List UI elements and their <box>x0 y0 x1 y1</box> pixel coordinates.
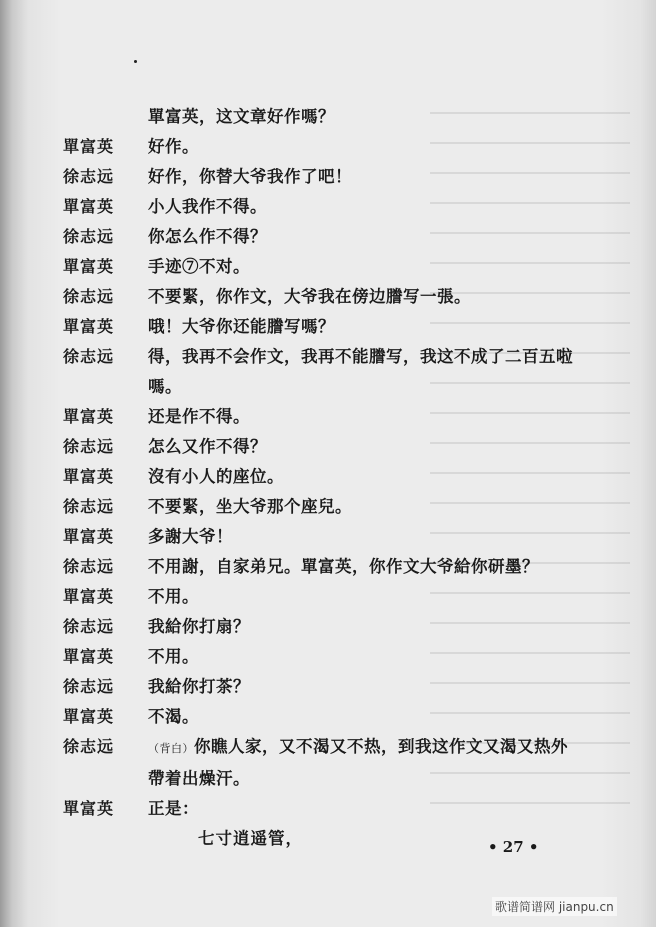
dialogue-line <box>0 132 656 162</box>
speaker-name: 徐志远 <box>63 347 115 366</box>
speaker-name: 單富英 <box>63 527 115 546</box>
speaker-name: 單富英 <box>63 467 115 486</box>
dialogue-line <box>0 702 656 732</box>
speaker-name: 單富英 <box>63 197 115 216</box>
speech-text: 多謝大爷！ <box>148 527 233 546</box>
speech-text: 还是作不得。 <box>148 407 250 426</box>
page-number: • 27 • <box>488 838 539 856</box>
speech-text: 沒有小人的座位。 <box>148 467 284 486</box>
speaker-name: 單富英 <box>63 587 115 606</box>
speech-text <box>148 732 578 794</box>
speaker-name: 徐志远 <box>63 437 115 456</box>
speech-text: 我給你打茶？ <box>148 677 250 696</box>
speaker-name: 單富英 <box>63 707 115 726</box>
speech-text: 不渴。 <box>148 707 199 726</box>
verse-line: 七寸逍遥管， <box>198 829 303 848</box>
speaker-name: 單富英 <box>63 317 115 336</box>
speaker-name: 徐志远 <box>63 227 115 246</box>
speech-text: 好作。 <box>148 137 199 156</box>
site-watermark: 歌谱简谱网 jianpu.cn <box>492 897 617 916</box>
dialogue-line <box>0 522 656 552</box>
dialogue-line <box>0 612 656 642</box>
speaker-name: 徐志远 <box>63 617 115 636</box>
speaker-name: 徐志远 <box>63 737 115 756</box>
speech-text: 你怎么作不得？ <box>148 227 267 246</box>
speaker-name: 單富英 <box>63 407 115 426</box>
dialogue-line <box>0 162 656 192</box>
dialogue-line <box>0 342 656 402</box>
speech-body: 你瞧人家，又不渴又不热，到我这作文又渴又热外帶着出燥汗。 <box>148 737 568 788</box>
dialogue-line <box>0 312 656 342</box>
speech-text: 單富英，这文章好作嗎？ <box>148 107 335 126</box>
stage-direction: （背白） <box>148 742 194 755</box>
speaker-name: 徐志远 <box>63 167 115 186</box>
speech-text: 不用。 <box>148 647 199 666</box>
dialogue-line <box>0 492 656 522</box>
speaker-name: 單富英 <box>63 257 115 276</box>
speech-text: 哦！大爷你还能謄写嗎？ <box>148 317 335 336</box>
speech-text: 不用謝，自家弟兄。單富英，你作文大爷給你研墨？ <box>148 557 539 576</box>
speaker-name: 單富英 <box>63 647 115 666</box>
speech-text: 不要緊，你作文，大爷我在傍边謄写一張。 <box>148 287 471 306</box>
speech-text: 小人我作不得。 <box>148 197 267 216</box>
dialogue-line <box>0 794 656 824</box>
speaker-name: 徐志远 <box>63 677 115 696</box>
speaker-name: 徐志远 <box>63 287 115 306</box>
dialogue-line <box>0 102 656 132</box>
speaker-name: 單富英 <box>63 137 115 156</box>
dialogue-line <box>0 582 656 612</box>
dialogue-line <box>0 192 656 222</box>
speech-text: 怎么又作不得？ <box>148 437 267 456</box>
speech-text: 正是： <box>148 799 199 818</box>
dialogue-line <box>0 732 656 794</box>
dialogue-line <box>0 672 656 702</box>
speech-text: 不用。 <box>148 587 199 606</box>
dialogue-line <box>0 252 656 282</box>
speaker-name: 單富英 <box>63 799 115 818</box>
speaker-name: 徐志远 <box>63 497 115 516</box>
dialogue-line <box>0 402 656 432</box>
speech-text: 手迹⑦不对。 <box>148 257 250 276</box>
dialogue-block <box>0 102 656 854</box>
dialogue-line <box>0 432 656 462</box>
speech-text: 得，我再不会作文，我再不能謄写，我这不成了二百五啦嗎。 <box>148 347 573 396</box>
speech-text: 不要緊，坐大爷那个座兒。 <box>148 497 352 516</box>
dialogue-line <box>0 282 656 312</box>
speech-text: 好作，你替大爷我作了吧！ <box>148 167 352 186</box>
speech-text: 我給你打扇？ <box>148 617 250 636</box>
ink-speck <box>134 60 137 63</box>
dialogue-line <box>0 642 656 672</box>
dialogue-line <box>0 222 656 252</box>
speaker-name: 徐志远 <box>63 557 115 576</box>
dialogue-line <box>0 462 656 492</box>
dialogue-line <box>0 552 656 582</box>
